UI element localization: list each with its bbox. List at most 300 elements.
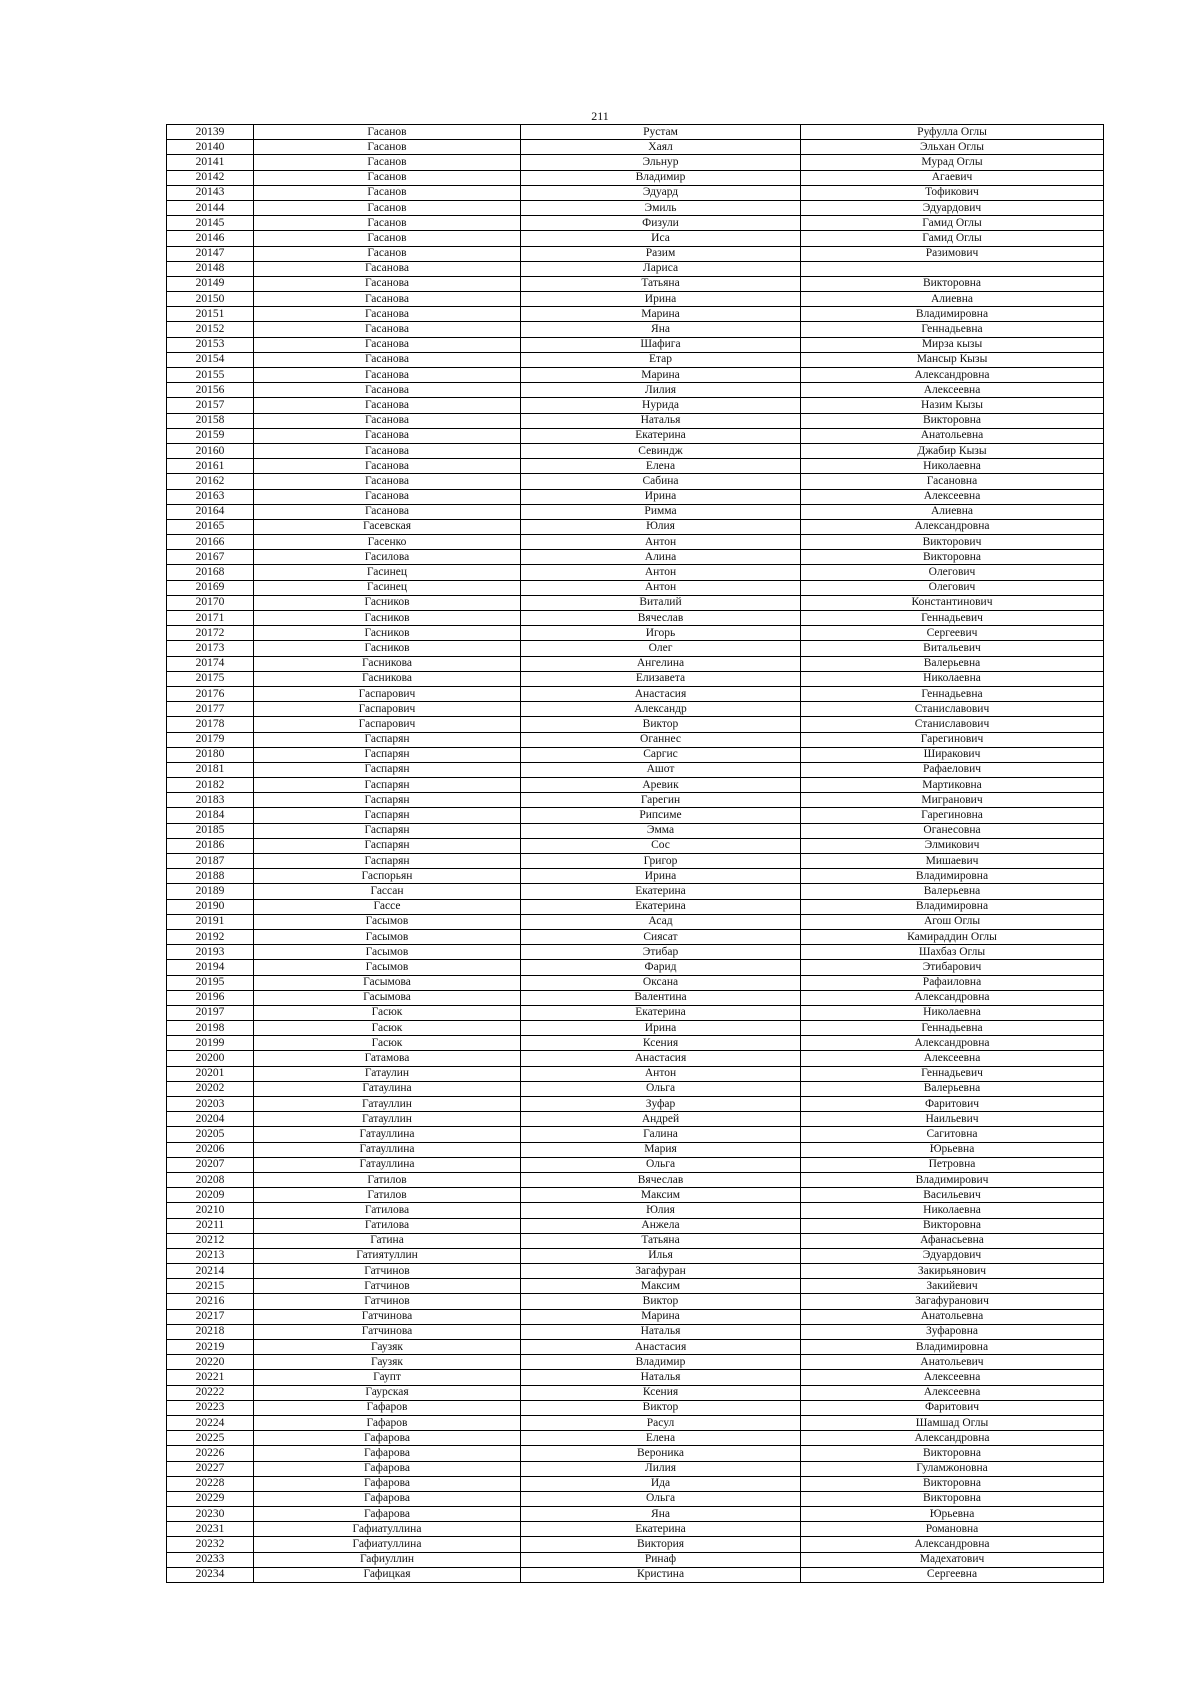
first-name-cell: Валентина (521, 990, 801, 1005)
record-number-cell: 20174 (167, 656, 254, 671)
surname-cell: Гаузяк (254, 1355, 521, 1370)
table-row (167, 1476, 1104, 1491)
patronymic-cell: Рафаиловна (801, 975, 1104, 990)
record-number-cell: 20167 (167, 550, 254, 565)
patronymic-cell: Сергеевна (801, 1567, 1104, 1582)
first-name-cell: Виктор (521, 1400, 801, 1415)
patronymic-cell: Алиевна (801, 292, 1104, 307)
table-row (167, 1385, 1104, 1400)
table-row (167, 125, 1104, 140)
surname-cell: Гаспарович (254, 686, 521, 701)
first-name-cell: Наталья (521, 1324, 801, 1339)
first-name-cell: Олег (521, 641, 801, 656)
record-number-cell: 20151 (167, 307, 254, 322)
table-row (167, 747, 1104, 762)
patronymic-cell: Эдуардович (801, 200, 1104, 215)
surname-cell: Гатиятуллин (254, 1248, 521, 1263)
table-row (167, 1431, 1104, 1446)
surname-cell: Гасанов (254, 216, 521, 231)
surname-cell: Гасанова (254, 504, 521, 519)
first-name-cell: Илья (521, 1248, 801, 1263)
patronymic-cell: Александровна (801, 368, 1104, 383)
first-name-cell: Виктория (521, 1537, 801, 1552)
first-name-cell: Яна (521, 322, 801, 337)
record-number-cell: 20231 (167, 1522, 254, 1537)
table-row (167, 368, 1104, 383)
first-name-cell: Елизавета (521, 671, 801, 686)
table-row (167, 489, 1104, 504)
surname-cell: Гасанова (254, 398, 521, 413)
surname-cell: Гатауллина (254, 1127, 521, 1142)
table-row (167, 641, 1104, 656)
patronymic-cell: Викторовна (801, 1491, 1104, 1506)
surname-cell: Гасинец (254, 580, 521, 595)
table-row (167, 276, 1104, 291)
table-row (167, 1157, 1104, 1172)
patronymic-cell: Эдуардович (801, 1248, 1104, 1263)
patronymic-cell: Николаевна (801, 459, 1104, 474)
patronymic-cell: Фаритович (801, 1097, 1104, 1112)
record-number-cell: 20206 (167, 1142, 254, 1157)
first-name-cell: Расул (521, 1415, 801, 1430)
record-number-cell: 20150 (167, 292, 254, 307)
first-name-cell: Антон (521, 535, 801, 550)
patronymic-cell: Агош Оглы (801, 914, 1104, 929)
record-number-cell: 20146 (167, 231, 254, 246)
table-row (167, 352, 1104, 367)
patronymic-cell: Мишаевич (801, 854, 1104, 869)
record-number-cell: 20228 (167, 1476, 254, 1491)
record-number-cell: 20190 (167, 899, 254, 914)
record-number-cell: 20164 (167, 504, 254, 519)
table-row (167, 1218, 1104, 1233)
surname-cell: Гаспарян (254, 793, 521, 808)
surname-cell: Гасевская (254, 519, 521, 534)
record-number-cell: 20147 (167, 246, 254, 261)
table-row (167, 1507, 1104, 1522)
patronymic-cell: Ширакович (801, 747, 1104, 762)
table-row (167, 1036, 1104, 1051)
first-name-cell: Владимир (521, 1355, 801, 1370)
record-number-cell: 20186 (167, 838, 254, 853)
patronymic-cell: Наильевич (801, 1112, 1104, 1127)
record-number-cell: 20215 (167, 1279, 254, 1294)
surname-cell: Гасюк (254, 1021, 521, 1036)
table-row (167, 155, 1104, 170)
table-row (167, 519, 1104, 534)
record-number-cell: 20192 (167, 929, 254, 944)
first-name-cell: Екатерина (521, 1522, 801, 1537)
surname-cell: Гафарова (254, 1476, 521, 1491)
record-number-cell: 20219 (167, 1340, 254, 1355)
record-number-cell: 20155 (167, 368, 254, 383)
table-row (167, 1005, 1104, 1020)
record-number-cell: 20205 (167, 1127, 254, 1142)
record-number-cell: 20222 (167, 1385, 254, 1400)
first-name-cell: Мария (521, 1142, 801, 1157)
first-name-cell: Вячеслав (521, 611, 801, 626)
record-number-cell: 20179 (167, 732, 254, 747)
first-name-cell: Гарегин (521, 793, 801, 808)
first-name-cell: Татьяна (521, 276, 801, 291)
first-name-cell: Эмма (521, 823, 801, 838)
first-name-cell: Юлия (521, 519, 801, 534)
patronymic-cell: Валерьевна (801, 1081, 1104, 1096)
table-row (167, 246, 1104, 261)
surname-cell: Гафарова (254, 1507, 521, 1522)
table-row (167, 1264, 1104, 1279)
surname-cell: Гатчинов (254, 1294, 521, 1309)
table-row (167, 1203, 1104, 1218)
surname-cell: Гасникова (254, 671, 521, 686)
table-row (167, 1340, 1104, 1355)
first-name-cell: Ирина (521, 489, 801, 504)
table-row (167, 929, 1104, 944)
surname-cell: Гатилов (254, 1172, 521, 1187)
table-row (167, 398, 1104, 413)
patronymic-cell: Васильевич (801, 1188, 1104, 1203)
surname-cell: Гафарова (254, 1491, 521, 1506)
patronymic-cell: Гамид Оглы (801, 216, 1104, 231)
first-name-cell: Шафига (521, 337, 801, 352)
record-number-cell: 20156 (167, 383, 254, 398)
surname-cell: Гафицкая (254, 1567, 521, 1582)
first-name-cell: Максим (521, 1279, 801, 1294)
first-name-cell: Саргис (521, 747, 801, 762)
table-row (167, 975, 1104, 990)
first-name-cell: Сос (521, 838, 801, 853)
record-number-cell: 20203 (167, 1097, 254, 1112)
record-number-cell: 20214 (167, 1264, 254, 1279)
first-name-cell: Анжела (521, 1218, 801, 1233)
patronymic-cell: Юрьевна (801, 1507, 1104, 1522)
patronymic-cell: Викторовна (801, 1218, 1104, 1233)
first-name-cell: Севиндж (521, 443, 801, 458)
first-name-cell: Анастасия (521, 1051, 801, 1066)
table-row (167, 580, 1104, 595)
record-number-cell: 20229 (167, 1491, 254, 1506)
table-row (167, 337, 1104, 352)
patronymic-cell: Геннадьевна (801, 322, 1104, 337)
record-number-cell: 20173 (167, 641, 254, 656)
first-name-cell: Максим (521, 1188, 801, 1203)
surname-cell: Гасников (254, 611, 521, 626)
surname-cell: Гасников (254, 626, 521, 641)
surname-cell: Гасанов (254, 200, 521, 215)
surname-cell: Гаупт (254, 1370, 521, 1385)
patronymic-cell: Сергеевич (801, 626, 1104, 641)
first-name-cell: Владимир (521, 170, 801, 185)
record-number-cell: 20216 (167, 1294, 254, 1309)
record-number-cell: 20160 (167, 443, 254, 458)
record-number-cell: 20198 (167, 1021, 254, 1036)
first-name-cell: Александр (521, 702, 801, 717)
surname-cell: Гасымова (254, 990, 521, 1005)
surname-cell: Гасанова (254, 443, 521, 458)
record-number-cell: 20201 (167, 1066, 254, 1081)
surname-cell: Гафарова (254, 1461, 521, 1476)
patronymic-cell: Витальевич (801, 641, 1104, 656)
first-name-cell: Иса (521, 231, 801, 246)
first-name-cell: Галина (521, 1127, 801, 1142)
first-name-cell: Екатерина (521, 899, 801, 914)
surname-cell: Гафаров (254, 1400, 521, 1415)
record-number-cell: 20188 (167, 869, 254, 884)
first-name-cell: Загафуран (521, 1264, 801, 1279)
table-row (167, 656, 1104, 671)
roster-table-body (167, 125, 1104, 1583)
patronymic-cell: Разимович (801, 246, 1104, 261)
surname-cell: Гасанов (254, 170, 521, 185)
first-name-cell: Ирина (521, 869, 801, 884)
first-name-cell: Лилия (521, 1461, 801, 1476)
first-name-cell: Екатерина (521, 1005, 801, 1020)
patronymic-cell: Тофикович (801, 185, 1104, 200)
record-number-cell: 20154 (167, 352, 254, 367)
surname-cell: Гафиуллин (254, 1552, 521, 1567)
surname-cell: Гасников (254, 641, 521, 656)
patronymic-cell: Мигранович (801, 793, 1104, 808)
patronymic-cell: Джабир Кызы (801, 443, 1104, 458)
page-number: 211 (591, 109, 609, 123)
patronymic-cell: Петровна (801, 1157, 1104, 1172)
table-row (167, 702, 1104, 717)
surname-cell: Гафаров (254, 1415, 521, 1430)
surname-cell: Гатчинова (254, 1324, 521, 1339)
first-name-cell: Игорь (521, 626, 801, 641)
record-number-cell: 20194 (167, 960, 254, 975)
first-name-cell: Ксения (521, 1385, 801, 1400)
surname-cell: Гасюк (254, 1005, 521, 1020)
record-number-cell: 20189 (167, 884, 254, 899)
table-row (167, 428, 1104, 443)
first-name-cell: Ксения (521, 1036, 801, 1051)
table-row (167, 383, 1104, 398)
record-number-cell: 20145 (167, 216, 254, 231)
patronymic-cell: Александровна (801, 519, 1104, 534)
record-number-cell: 20210 (167, 1203, 254, 1218)
patronymic-cell: Алексеевна (801, 1370, 1104, 1385)
surname-cell: Гасанова (254, 383, 521, 398)
table-row (167, 1370, 1104, 1385)
patronymic-cell: Мурад Оглы (801, 155, 1104, 170)
first-name-cell: Марина (521, 1309, 801, 1324)
first-name-cell: Ирина (521, 292, 801, 307)
table-row (167, 261, 1104, 276)
record-number-cell: 20204 (167, 1112, 254, 1127)
surname-cell: Гафарова (254, 1446, 521, 1461)
record-number-cell: 20193 (167, 945, 254, 960)
surname-cell: Гасанова (254, 489, 521, 504)
surname-cell: Гатауллин (254, 1112, 521, 1127)
record-number-cell: 20166 (167, 535, 254, 550)
surname-cell: Гаспарян (254, 823, 521, 838)
table-row (167, 823, 1104, 838)
surname-cell: Гаспарян (254, 732, 521, 747)
patronymic-cell: Викторовна (801, 276, 1104, 291)
table-row (167, 762, 1104, 777)
first-name-cell: Наталья (521, 1370, 801, 1385)
record-number-cell: 20158 (167, 413, 254, 428)
surname-cell: Гасанова (254, 276, 521, 291)
first-name-cell: Фарид (521, 960, 801, 975)
table-row (167, 945, 1104, 960)
patronymic-cell: Агаевич (801, 170, 1104, 185)
first-name-cell: Марина (521, 307, 801, 322)
table-row (167, 550, 1104, 565)
first-name-cell: Ангелина (521, 656, 801, 671)
record-number-cell: 20170 (167, 595, 254, 610)
table-row (167, 611, 1104, 626)
surname-cell: Гаузяк (254, 1340, 521, 1355)
first-name-cell: Наталья (521, 413, 801, 428)
patronymic-cell: Элмикович (801, 838, 1104, 853)
first-name-cell: Ринаф (521, 1552, 801, 1567)
table-row (167, 899, 1104, 914)
surname-cell: Гасанов (254, 140, 521, 155)
table-row (167, 170, 1104, 185)
patronymic-cell: Алексеевна (801, 1385, 1104, 1400)
surname-cell: Гасанова (254, 307, 521, 322)
first-name-cell: Зуфар (521, 1097, 801, 1112)
surname-cell: Гаспарович (254, 717, 521, 732)
record-number-cell: 20141 (167, 155, 254, 170)
record-number-cell: 20232 (167, 1537, 254, 1552)
table-row (167, 869, 1104, 884)
surname-cell: Гаспарян (254, 854, 521, 869)
table-row (167, 1552, 1104, 1567)
first-name-cell: Антон (521, 565, 801, 580)
first-name-cell: Анастасия (521, 1340, 801, 1355)
record-number-cell: 20224 (167, 1415, 254, 1430)
patronymic-cell: Этибарович (801, 960, 1104, 975)
patronymic-cell: Романовна (801, 1522, 1104, 1537)
table-row (167, 459, 1104, 474)
first-name-cell: Екатерина (521, 884, 801, 899)
patronymic-cell: Мартиковна (801, 778, 1104, 793)
surname-cell: Гаспарян (254, 762, 521, 777)
patronymic-cell: Гуламжоновна (801, 1461, 1104, 1476)
table-row (167, 1309, 1104, 1324)
record-number-cell: 20165 (167, 519, 254, 534)
table-row (167, 443, 1104, 458)
record-number-cell: 20234 (167, 1567, 254, 1582)
table-row (167, 216, 1104, 231)
table-row (167, 671, 1104, 686)
patronymic-cell: Николаевна (801, 1005, 1104, 1020)
record-number-cell: 20169 (167, 580, 254, 595)
surname-cell: Гатауллина (254, 1142, 521, 1157)
first-name-cell: Вячеслав (521, 1172, 801, 1187)
table-row (167, 808, 1104, 823)
surname-cell: Гатчинов (254, 1264, 521, 1279)
first-name-cell: Ольга (521, 1491, 801, 1506)
record-number-cell: 20152 (167, 322, 254, 337)
record-number-cell: 20142 (167, 170, 254, 185)
first-name-cell: Антон (521, 1066, 801, 1081)
surname-cell: Гасанов (254, 125, 521, 140)
first-name-cell: Марина (521, 368, 801, 383)
patronymic-cell: Станиславович (801, 717, 1104, 732)
record-number-cell: 20227 (167, 1461, 254, 1476)
table-row (167, 292, 1104, 307)
table-row (167, 1021, 1104, 1036)
surname-cell: Гасанова (254, 322, 521, 337)
surname-cell: Гасанов (254, 231, 521, 246)
first-name-cell: Антон (521, 580, 801, 595)
surname-cell: Гасымов (254, 960, 521, 975)
surname-cell: Гаспарян (254, 808, 521, 823)
first-name-cell: Этибар (521, 945, 801, 960)
table-row (167, 1112, 1104, 1127)
table-row (167, 1051, 1104, 1066)
first-name-cell: Разим (521, 246, 801, 261)
first-name-cell: Эдуард (521, 185, 801, 200)
table-row (167, 793, 1104, 808)
surname-cell: Гаспорьян (254, 869, 521, 884)
first-name-cell: Елена (521, 1431, 801, 1446)
surname-cell: Гаспарович (254, 702, 521, 717)
patronymic-cell (801, 261, 1104, 276)
table-row (167, 1066, 1104, 1081)
record-number-cell: 20153 (167, 337, 254, 352)
table-row (167, 200, 1104, 215)
roster-table (166, 124, 1104, 1583)
surname-cell: Гассе (254, 899, 521, 914)
table-row (167, 1188, 1104, 1203)
table-row (167, 960, 1104, 975)
patronymic-cell: Анатольевна (801, 1309, 1104, 1324)
record-number-cell: 20175 (167, 671, 254, 686)
record-number-cell: 20171 (167, 611, 254, 626)
patronymic-cell: Гарегиновна (801, 808, 1104, 823)
record-number-cell: 20196 (167, 990, 254, 1005)
record-number-cell: 20195 (167, 975, 254, 990)
table-row (167, 1233, 1104, 1248)
patronymic-cell: Викторовна (801, 1476, 1104, 1491)
first-name-cell: Эмиль (521, 200, 801, 215)
surname-cell: Гасымов (254, 929, 521, 944)
record-number-cell: 20184 (167, 808, 254, 823)
record-number-cell: 20149 (167, 276, 254, 291)
record-number-cell: 20221 (167, 1370, 254, 1385)
surname-cell: Гаурская (254, 1385, 521, 1400)
record-number-cell: 20178 (167, 717, 254, 732)
patronymic-cell: Шахбаз Оглы (801, 945, 1104, 960)
table-row (167, 1567, 1104, 1582)
patronymic-cell: Александровна (801, 1431, 1104, 1446)
surname-cell: Гасанова (254, 474, 521, 489)
first-name-cell: Римма (521, 504, 801, 519)
first-name-cell: Ашот (521, 762, 801, 777)
first-name-cell: Кристина (521, 1567, 801, 1582)
record-number-cell: 20200 (167, 1051, 254, 1066)
table-row (167, 990, 1104, 1005)
first-name-cell: Физули (521, 216, 801, 231)
record-number-cell: 20220 (167, 1355, 254, 1370)
first-name-cell: Рипсиме (521, 808, 801, 823)
record-number-cell: 20202 (167, 1081, 254, 1096)
record-number-cell: 20148 (167, 261, 254, 276)
record-number-cell: 20139 (167, 125, 254, 140)
table-row (167, 1461, 1104, 1476)
record-number-cell: 20161 (167, 459, 254, 474)
patronymic-cell: Геннадьевна (801, 686, 1104, 701)
surname-cell: Гатаулина (254, 1081, 521, 1096)
table-row (167, 140, 1104, 155)
table-row (167, 1522, 1104, 1537)
surname-cell: Гатилов (254, 1188, 521, 1203)
